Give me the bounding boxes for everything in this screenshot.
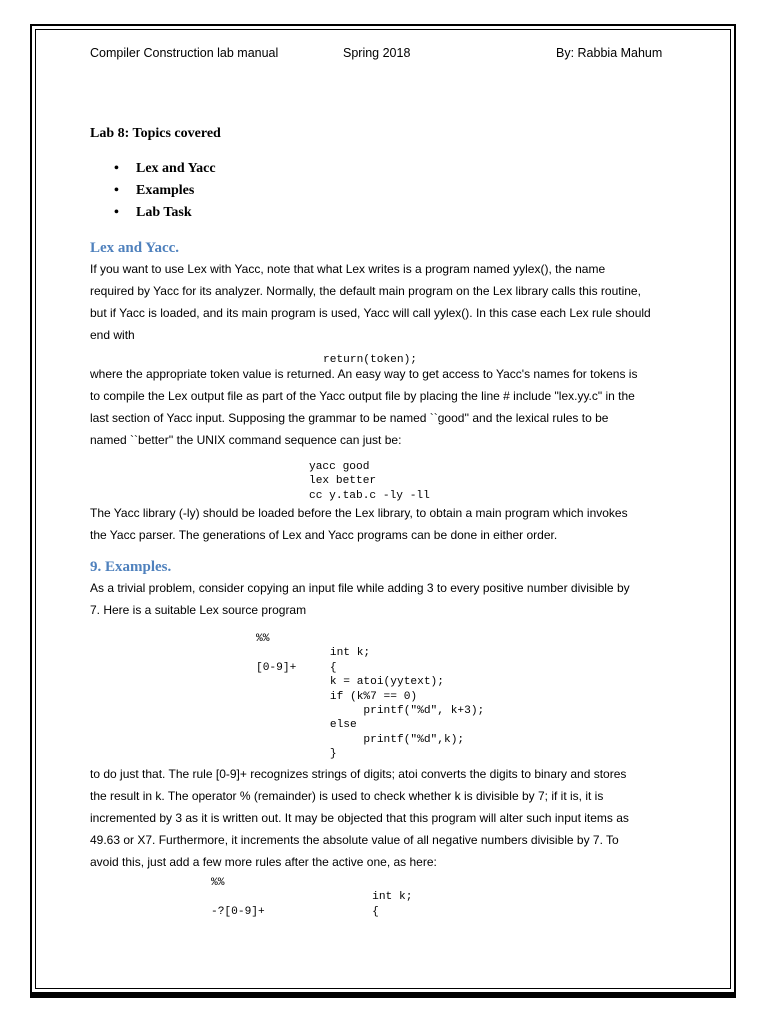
header-semester: Spring 2018 [343, 46, 411, 60]
section-heading-lex-yacc: Lex and Yacc. [90, 240, 180, 256]
topic-item: • Lex and Yacc [90, 158, 216, 180]
bullet-icon: • [114, 205, 119, 220]
paragraph: If you want to use Lex with Yacc, note that what Lex writes is a program named yylex(), the name required by Yacc for its analyzer. Normally, the default main program on the Lex library calls this routine, but if Yacc is loaded, and its main program is used, Yacc will call yylex(). In this case each Lex rule should end with [90, 262, 651, 342]
code-block: yacc good lex better cc y.tab.c -ly -ll [309, 461, 430, 502]
code-block: %% int k; -?[0-9]+ { [211, 877, 413, 918]
bullet-icon: • [114, 183, 119, 198]
code-block: %% int k; [0-9]+ { k = atoi(yytext); if (k%7 == 0) printf("%d", k+3); else printf("%d",k); } [256, 633, 485, 761]
lab-title: Lab 8: Topics covered [90, 126, 221, 141]
code-block: return(token); [323, 354, 417, 366]
topic-item: • Examples [90, 180, 216, 202]
paragraph: to do just that. The rule [0-9]+ recognizes strings of digits; atoi converts the digits to binary and stores the result in k. The operator % (remainder) is used to check whether k is divisible by 7; if it is, it is incremented by 3 as it is written out. It may be objected that this program will alter such input items as 49.63 or X7. Furthermore, it increments the absolute value of all negative numbers divisible by 7. To avoid this, just add a few more rules after the active one, as here: [90, 767, 629, 869]
header-course-title: Compiler Construction lab manual [90, 46, 279, 60]
paragraph: where the appropriate token value is returned. An easy way to get access to Yacc's names for tokens is to compile the Lex output file as part of the Yacc output file by placing the line # include "lex.yy.c" in the last section of Yacc input. Supposing the grammar to be named ``good'' and the lexical rules to be named ``better'' the UNIX command sequence can just be: [90, 367, 638, 447]
topics-list [90, 158, 216, 224]
section-heading-examples: 9. Examples. [90, 559, 172, 575]
header-author: By: Rabbia Mahum [556, 46, 663, 60]
bullet-icon: • [114, 161, 119, 176]
page-border-bottom [30, 994, 736, 998]
topic-item: • Lab Task [90, 202, 216, 224]
paragraph: As a trivial problem, consider copying an input file while adding 3 to every positive number divisible by 7. Here is a suitable Lex source program [90, 581, 630, 617]
paragraph: The Yacc library (-ly) should be loaded before the Lex library, to obtain a main program which invokes the Yacc parser. The generations of Lex and Yacc programs can be done in either order. [90, 506, 628, 542]
